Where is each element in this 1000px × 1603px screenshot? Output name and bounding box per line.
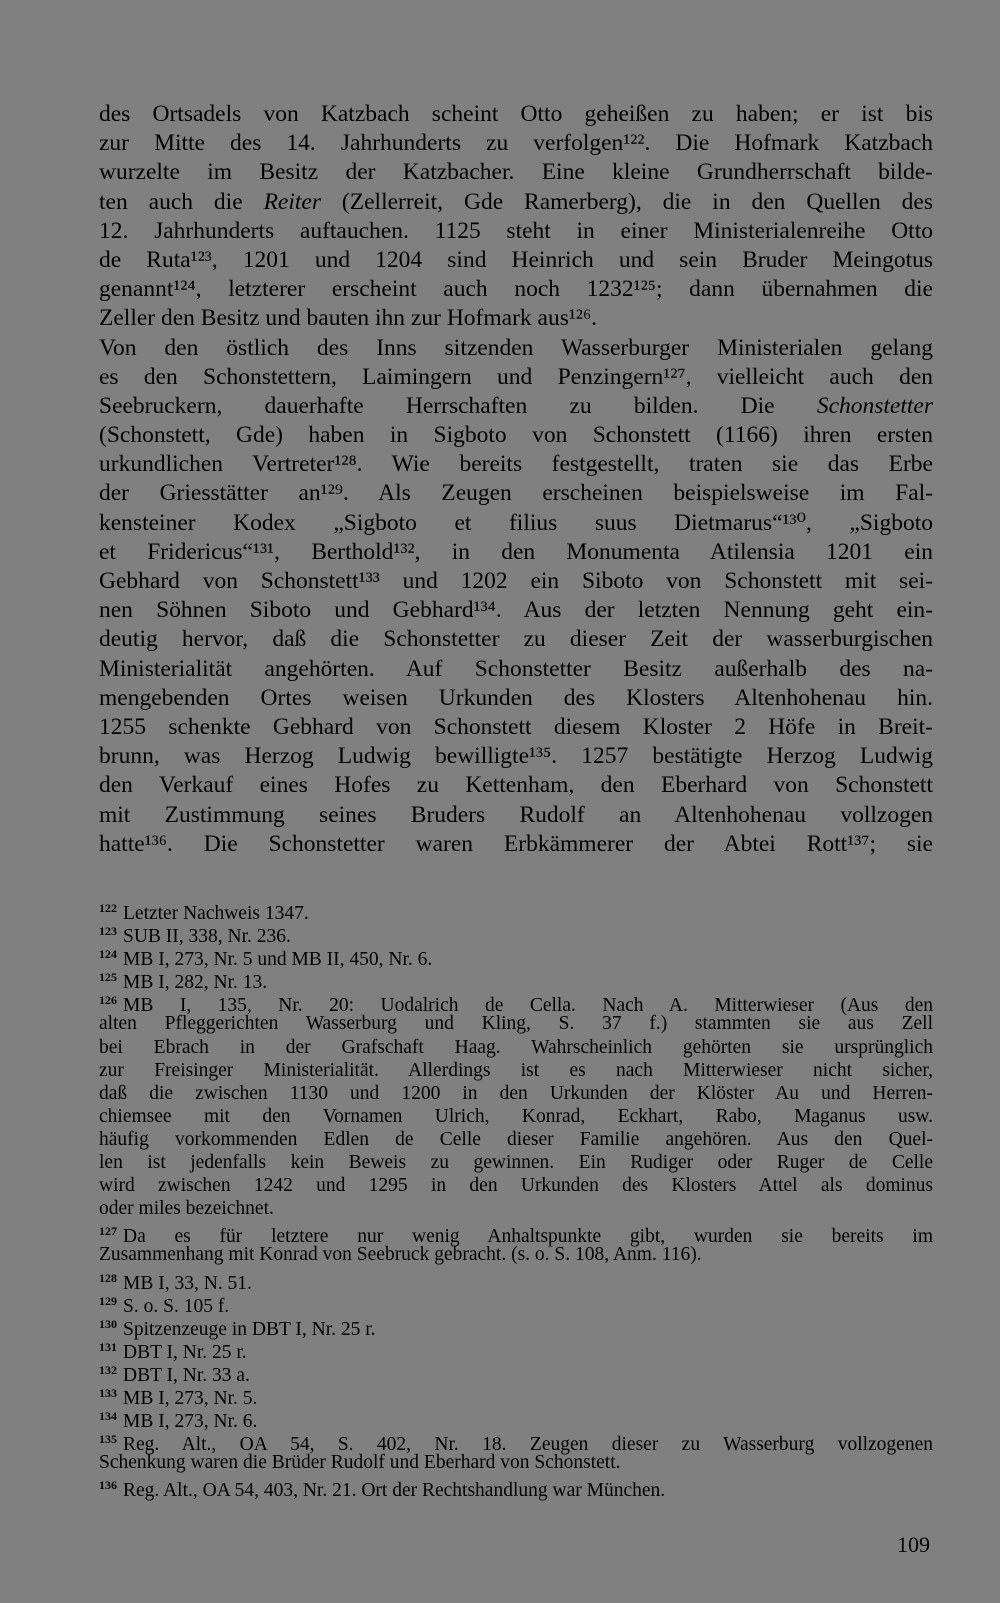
footnote-text: Letzter Nachweis 1347. [123,903,309,924]
footnote-line [99,1313,933,1340]
body-line: genannt¹²⁴, letzterer erscheint auch noch 1232¹²⁵; dann übernahmen die [99,276,933,303]
footnote-text: wird zwischen 1242 und 1295 in den Urkunden des Klosters Attel als dominus [99,1175,933,1197]
body-line: ten auch die Reiter (Zellerreit, Gde Ramerberg), die in den Quellen des [99,188,934,215]
body-line: mit Zustimmung seines Bruders Rudolf an Altenhohenau vollzogen [99,801,933,828]
footnote-text: daß die zwischen 1130 und 1200 in den Urkunden der Klöster Au und Herren- [99,1082,933,1104]
body-line: Zeller den Besitz und bauten ihn zur Hofmark aus¹²⁶. [99,305,598,332]
body-line: zur Mitte des 14. Jahrhunderts zu verfolgen¹²². Die Hofmark Katzbach [99,130,933,157]
footnote-text: DBT I, Nr. 33 a. [123,1364,250,1386]
body-line: brunn, was Herzog Ludwig bewilligte¹³⁵. 1257 bestätigte Herzog Ludwig [99,743,933,770]
body-line: Ministerialität angehörten. Auf Schonstetter Besitz außerhalb des na- [99,655,933,682]
body-line: 1255 schenkte Gebhard von Schonstett diesem Kloster 2 Höfe in Breit- [99,713,933,740]
footnote-text: len ist jedenfalls kein Beweis zu gewinnen. Ein Rudiger oder Ruger de Celle [99,1152,933,1174]
footnote-text: häufig vorkommenden Edlen de Celle dieser Familie angehören. Aus den Quel- [99,1128,933,1150]
footnote-number: 136 [99,1478,117,1493]
footnote-text: MB I, 273, Nr. 6. [123,1411,258,1433]
footnote-line [99,966,933,994]
footnote-number: 134 [99,1409,117,1424]
body-line: urkundlichen Vertreter¹²⁸. Wie bereits festgestellt, traten sie das Erbe [99,451,933,478]
italic-name: Reiter [263,188,321,215]
footnote-line [99,943,933,971]
footnote-text: MB I, 273, Nr. 5 und MB II, 450, Nr. 6. [123,949,433,971]
footnote-number: 128 [99,1270,117,1285]
footnote-text: MB I, 33, N. 51. [123,1272,252,1294]
footnote-text: zur Freisinger Ministerialität. Allerdings ist es nach Mitterwieser nicht sicher, [99,1059,933,1081]
body-line: hatte¹³⁶. Die Schonstetter waren Erbkämmerer der Abtei Rott¹³⁷; sie [99,830,933,857]
footnote-number: 122 [99,901,117,915]
footnote-line [99,1036,933,1059]
body-line: es den Schonstettern, Laimingern und Penzingern¹²⁷, vielleicht auch den [99,363,933,390]
body-line: kensteiner Kodex „Sigboto et filius suus Dietmarus“¹³⁰, „Sigboto [99,509,933,536]
body-text [99,100,933,859]
footnote-line [99,989,933,1017]
footnote-line [99,1428,933,1456]
footnote-line [99,1012,933,1035]
footnote-number: 133 [99,1385,117,1400]
body-line: (Schonstett, Gde) haben in Sigboto von Schonstett (1166) ihren ersten [99,422,933,449]
footnote-text: Da es für letztere nur wenig Anhaltspunkte gibt, wurden sie bereits im [123,1226,933,1248]
footnote-number: 126 [99,993,117,1008]
footnote-line [99,1174,933,1197]
footnote-number: 131 [99,1339,117,1354]
body-line: des Ortsadels von Katzbach scheint Otto geheißen zu haben; er ist bis [99,101,933,127]
body-line: der Griesstätter an¹²⁹. Als Zeugen erscheinen beispielsweise im Fal- [99,480,933,507]
footnote-line [99,1220,933,1248]
body-line: et Fridericus“¹³¹, Berthold¹³², in den Monumenta Atilensia 1201 ein [99,538,933,565]
footnote-number: 135 [99,1432,117,1447]
body-line: den Verkauf eines Hofes zu Kettenham, den Eberhard von Schonstett [99,772,933,799]
footnote-line [99,1128,933,1151]
body-line: Seebruckern, dauerhafte Herrschaften zu bilden. Die Schonstetter [99,392,933,419]
footnote-text: Spitzenzeuge in DBT I, Nr. 25 r. [123,1318,376,1340]
footnote-text: MB I, 282, Nr. 13. [123,972,268,994]
body-line: mengebenden Ortes weisen Urkunden des Klosters Altenhohenau hin. [99,684,933,711]
footnote-text: oder miles bezeichnet. [99,1198,274,1220]
body-line: deutig hervor, daß die Schonstetter zu dieser Zeit der wasserburgischen [99,626,933,653]
body-line: Gebhard von Schonstett¹³³ und 1202 ein Siboto von Schonstett mit sei- [99,568,933,594]
footnote-text: DBT I, Nr. 25 r. [123,1341,247,1363]
footnote-line [99,1405,933,1433]
body-line: 12. Jahrhunderts auftauchen. 1125 steht in einer Ministerialenreihe Otto [99,217,933,244]
footnote-text: Zusammenhang mit Konrad von Seebruck gebracht. (s. o. S. 108, Anm. 116). [99,1244,702,1266]
body-line: nen Söhnen Siboto und Gebhard¹³⁴. Aus der letzten Nennung geht ein- [99,597,933,624]
footnote-line [99,1267,933,1294]
footnote-number: 130 [99,1316,117,1331]
footnote-line [99,1151,933,1174]
body-line: de Ruta¹²³, 1201 und 1204 sind Heinrich und sein Bruder Meingotus [99,246,933,273]
footnote-line [99,1336,933,1363]
footnote-line [99,1105,933,1128]
footnote-text: Reg. Alt., OA 54, S. 402, Nr. 18. Zeugen dieser zu Wasserburg vollzogenen [123,1434,933,1456]
footnote-text: Schenkung waren die Brüder Rudolf und Eberhard von Schonstett. [99,1452,621,1474]
footnote-text: MB I, 135, Nr. 20: Uodalrich de Cella. Nach A. Mitterwieser (Aus den [123,995,933,1017]
footnote-text: Reg. Alt., OA 54, 403, Nr. 21. Ort der Rechtshandlung war München. [123,1480,666,1502]
body-line: wurzelte im Besitz der Katzbacher. Eine kleine Grundherrschaft bilde- [99,159,933,186]
footnote-text: chiemsee mit den Vornamen Ulrich, Konrad, Eckhart, Rabo, Maganus usw. [99,1105,933,1127]
footnote-text: S. o. S. 105 f. [123,1295,230,1317]
page-number: 109 [897,1532,930,1557]
footnote-line [99,920,933,948]
footnote-line [99,1290,933,1317]
footnote-number: 132 [99,1362,117,1377]
body-line: Von den östlich des Inns sitzenden Wasserburger Ministerialen gelang [99,334,933,361]
footnote-text: MB I, 273, Nr. 5. [123,1387,258,1409]
footnote-text: alten Pfleggerichten Wasserburg und Kling, S. 37 f.) stammten sie aus Zell [99,1013,933,1035]
footnote-line [99,1474,933,1502]
footnote-line [99,1382,933,1409]
footnote-line [99,1359,933,1386]
footnote-number: 127 [99,1224,117,1239]
footnote-text: bei Ebrach in der Grafschaft Haag. Wahrscheinlich gehörten sie ursprünglich [99,1036,933,1058]
footnotes [99,897,933,1502]
footnote-line [99,1197,933,1220]
footnote-line [99,1059,933,1082]
footnote-number: 129 [99,1293,117,1308]
footnote-line [99,1082,933,1105]
footnote-line [99,897,933,924]
footnote-number: 125 [99,970,117,985]
footnote-text: SUB II, 338, Nr. 236. [123,926,291,948]
footnote-number: 124 [99,947,117,962]
footnote-number: 123 [99,924,117,939]
italic-name: Schonstetter [816,392,933,419]
